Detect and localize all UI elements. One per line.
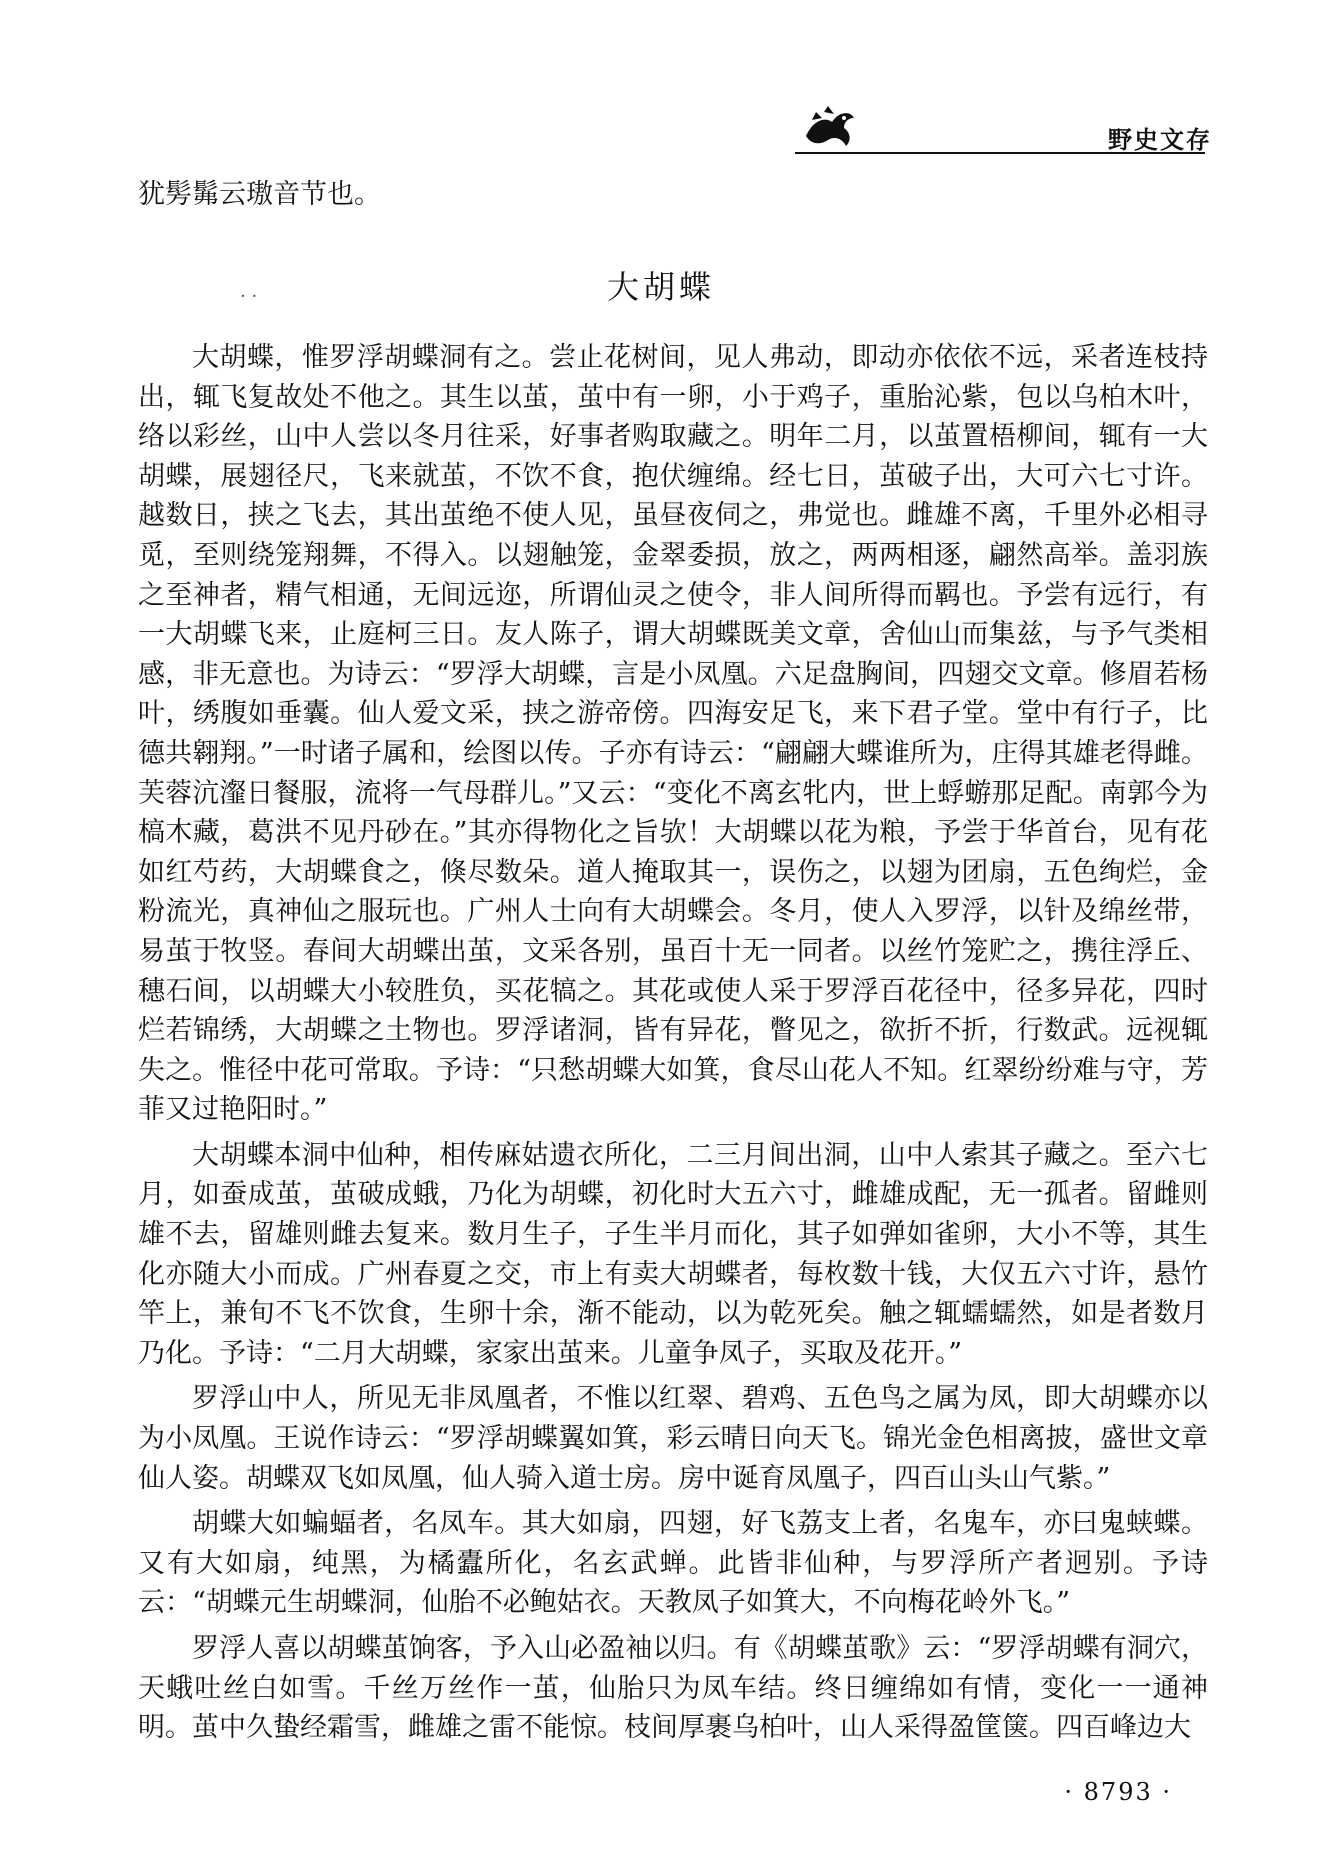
- header-rule: [795, 152, 1205, 154]
- article-title: 大胡蝶: [606, 268, 715, 306]
- scan-speck: · ·: [240, 286, 258, 307]
- paragraph-4: 胡蝶大如蝙蝠者，名凤车。其大如扇，四翅，好飞荔支上者，名鬼车，亦曰鬼蛱蝶。又有大如扇，纯黑，为橘蠹所化，名玄武蝉。此皆非仙种，与罗浮所产者迥别。予诗云：“胡蝶元生胡蝶洞，仙胎不必鲍姑衣。天教凤子如箕大，不向梅花岭外飞。”: [138, 1508, 1208, 1619]
- page-number: · 8793 ·: [1064, 1778, 1172, 1806]
- dragon-emblem-icon: [798, 92, 860, 154]
- paragraph-2: 大胡蝶本洞中仙种，相传麻姑遗衣所化，二三月间出洞，山中人索其子藏之。至六七月，如蚕成茧，茧破成蛾，乃化为胡蝶，初化时大五六寸，雌雄成配，无一孤者。留雌则雄不去，留雄则雌去复来。数月生子，子生半月而化，其子如弹如雀卵，大小不等，其生化亦随大小而成。广州春夏之交，市上有卖大胡蝶者，每枚数十钱，大仅五六寸许，悬竹竿上，兼旬不飞不饮食，生卵十余，渐不能动，以为乾死矣。触之辄蠕蠕然，如是者数月乃化。予诗：“二月大胡蝶，家家出茧来。儿童争凤子，买取及花开。”: [138, 1139, 1208, 1369]
- paragraph-3: 罗浮山中人，所见无非凤凰者，不惟以红翠、碧鸡、五色鸟之属为凤，即大胡蝶亦以为小凤凰。王说作诗云：“罗浮胡蝶翼如箕，彩云晴日向天飞。锦光金色相离披，盛世文章仙人姿。胡蝶双飞如凤凰，仙人骑入道士房。房中诞育凤凰子，四百山头山气紫。”: [138, 1383, 1208, 1494]
- series-title: 野史文存: [1108, 126, 1212, 154]
- continued-text-line: 犹髣髴云璈音节也。: [138, 179, 381, 210]
- paragraph-5: 罗浮人喜以胡蝶茧饷客，予入山必盈袖以归。有《胡蝶茧歌》云：“罗浮胡蝶有洞穴，天蛾吐丝白如雪。千丝万丝作一茧，仙胎只为凤车结。终日缠绵如有情，变化一一通神明。茧中久蛰经霜雪，雌雄之雷不能惊。枝间厚裹乌柏叶，山人采得盈筐箧。四百峰边大: [138, 1633, 1208, 1744]
- article-body: [138, 338, 1208, 1754]
- paragraph-1: 大胡蝶，惟罗浮胡蝶洞有之。尝止花树间，见人弗动，即动亦依依不远，采者连枝持出，辄飞复故处不他之。其生以茧，茧中有一卵，小于鸡子，重胎沁紫，包以乌柏木叶，络以彩丝，山中人尝以冬月往采，好事者购取藏之。明年二月，以茧置梧柳间，辄有一大胡蝶，展翅径尺，飞来就茧，不饮不食，抱伏缠绵。经七日，茧破子出，大可六七寸许。越数日，挟之飞去，其出茧绝不使人见，虽昼夜伺之，弗觉也。雌雄不离，千里外必相寻觅，至则绕笼翔舞，不得入。以翅触笼，金翠委损，放之，两两相逐，翩然高举。盖羽族之至神者，精气相通，无间远迩，所谓仙灵之使令，非人间所得而羁也。予尝有远行，有一大胡蝶飞来，止庭柯三日。友人陈子，谓大胡蝶既美文章，舍仙山而集兹，与予气类相感，非无意也。为诗云：“罗浮大胡蝶，言是小凤凰。六足盘胸间，四翅交文章。修眉若杨叶，绣腹如垂囊。仙人爱文采，挟之游帝傍。四海安足飞，来下君子堂。堂中有行子，比德共翱翔。”一时诸子属和，绘图以传。子亦有诗云：“翩翩大蝶谁所为，庄得其雄老得雌。芙蓉沆瀣日餐服，流将一气母群儿。”又云：“变化不离玄牝内，世上蜉蝣那足配。南郭今为槁木藏，葛洪不见丹砂在。”其亦得物化之旨欤！大胡蝶以花为粮，予尝于华首台，见有花如红芍药，大胡蝶食之，倏尽数朵。道人掩取其一，误伤之，以翅为团扇，五色绚烂，金粉流光，真神仙之服玩也。广州人士向有大胡蝶会。冬月，使人入罗浮，以针及绵丝带，易茧于牧竖。春间大胡蝶出茧，文采各别，虽百十无一同者。以丝竹笼贮之，携往浮丘、穗石间，以胡蝶大小较胜负，买花犒之。其花或使人采于罗浮百花径中，径多异花，四时烂若锦绣，大胡蝶之土物也。罗浮诸洞，皆有异花，瞥见之，欲折不折，行数武。远视辄失之。惟径中花可常取。予诗：“只愁胡蝶大如箕，食尽山花人不知。红翠纷纷难与守，芳菲又过艳阳时。”: [138, 342, 1208, 1126]
